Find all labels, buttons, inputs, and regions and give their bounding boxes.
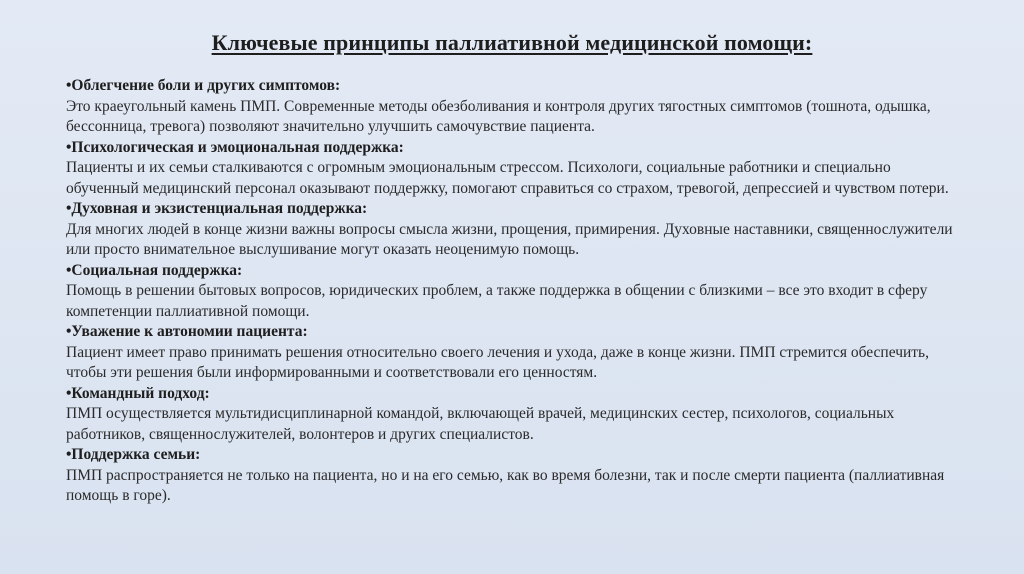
slide-title: Ключевые принципы паллиативной медицинской помощи: — [211, 30, 813, 55]
section-psychological-support — [66, 138, 966, 200]
section-body: Помощь в решении бытовых вопросов, юридических проблем, а также поддержка в общении с близкими – все это входит в сферу компетенции паллиативной помощи. — [66, 282, 928, 320]
section-heading: •Поддержка семьи: — [66, 446, 201, 463]
section-family-support — [66, 445, 966, 507]
section-spiritual-support — [66, 199, 966, 261]
section-social-support — [66, 261, 966, 323]
section-patient-autonomy — [66, 322, 966, 384]
section-heading: •Психологическая и эмоциональная поддержка: — [66, 138, 404, 156]
section-pain-relief — [66, 76, 966, 138]
section-heading: •Уважение к автономии пациента: — [66, 323, 308, 340]
section-body: ПМП распространяется не только на пациента, но и на его семью, как во время болезни, так и после смерти пациента (паллиативная помощь в горе). — [66, 466, 945, 504]
section-heading: •Облегчение боли и других симптомов: — [66, 77, 341, 94]
section-body: Это краеугольный камень ПМП. Современные методы обезболивания и контроля других тягостных симптомов (тошнота, одышка, бессонница, тревога) позволяют значительно улучшить самочувствие пациента. — [66, 97, 931, 135]
section-team-approach — [66, 384, 966, 446]
section-heading: •Социальная поддержка: — [66, 261, 243, 279]
section-heading: •Командный подход: — [66, 384, 210, 402]
section-body: Для многих людей в конце жизни важны вопросы смысла жизни, прощения, примирения. Духовные наставники, священнослужители или просто внимательное выслушивание могут оказать неоценимую помощь. — [66, 220, 953, 258]
section-heading: •Духовная и экзистенциальная поддержка: — [66, 200, 368, 217]
principles-list — [66, 76, 966, 507]
section-body: Пациент имеет право принимать решения относительно своего лечения и ухода, даже в конце жизни. ПМП стремится обеспечить, чтобы эти решения были информированными и соответствовали его ценностям. — [66, 343, 929, 381]
section-body: ПМП осуществляется мультидисциплинарной командой, включающей врачей, медицинских сестер, психологов, социальных работников, священнослужителей, волонтеров и других специалистов. — [66, 405, 895, 443]
section-body: Пациенты и их семьи сталкиваются с огромным эмоциональным стрессом. Психологи, социальные работники и специально обученный медицинский персонал оказывают поддержку, помогают справиться со страхом, тревогой, депрессией и чувством потери. — [66, 159, 949, 197]
